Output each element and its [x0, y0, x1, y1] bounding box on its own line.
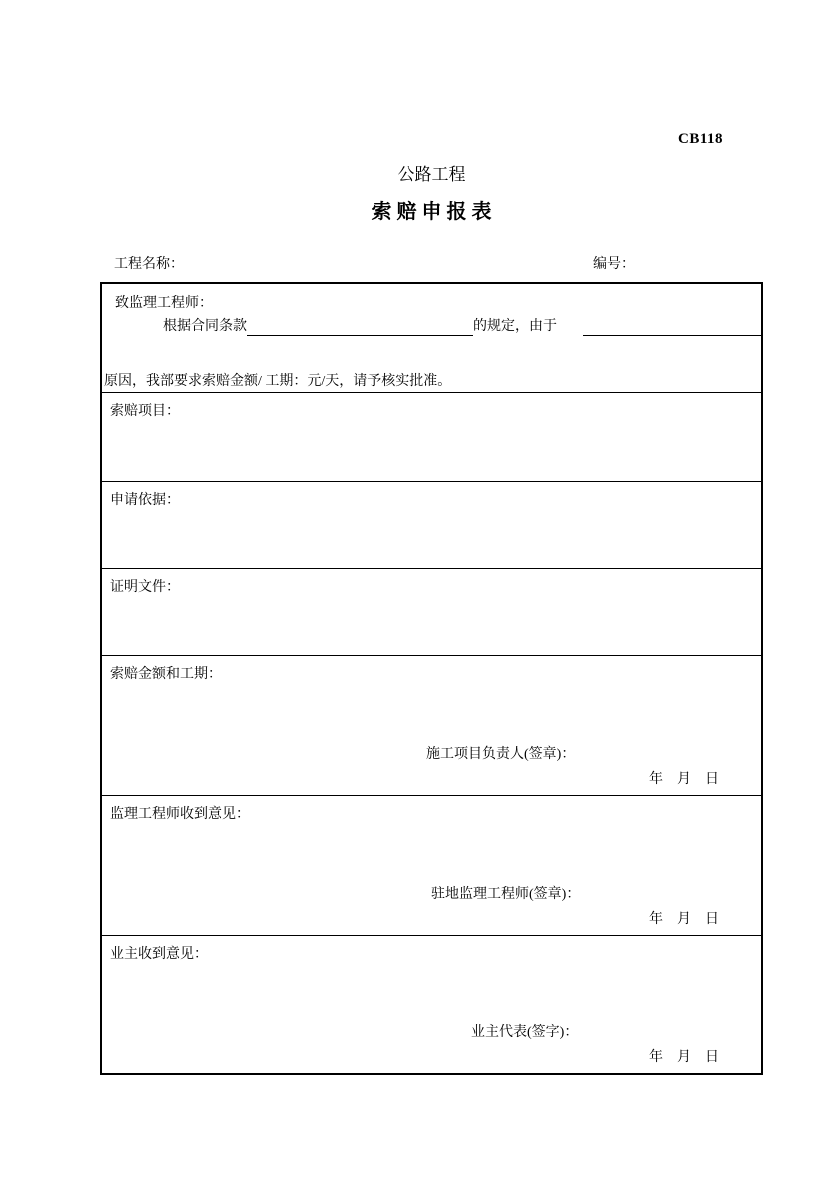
clause-line: [102, 316, 761, 336]
to-engineer-label: 致监理工程师：: [115, 296, 213, 311]
contractor-sign-label: 施工项目负责人(签章)：: [426, 747, 576, 762]
form-code: CB118: [677, 131, 723, 147]
meta-row: [100, 253, 763, 273]
to-engineer-row: [102, 284, 761, 392]
project-name-label: 工程名称：: [114, 257, 184, 272]
application-basis-label: 申请依据：: [110, 493, 180, 508]
owner-opinion-row: [102, 935, 761, 1073]
claim-items-row: [102, 392, 761, 481]
clause-suffix: 的规定，由于: [473, 319, 557, 334]
evidence-documents-row: [102, 568, 761, 655]
application-basis-row: [102, 481, 761, 568]
supervisor-date-label: 年 月 日: [649, 912, 719, 927]
owner-opinion-label: 业主收到意见：: [110, 947, 208, 962]
claim-form-table: [100, 282, 763, 1075]
supervisor-opinion-row: [102, 795, 761, 935]
claim-amount-label: 索赔金额和工期：: [110, 667, 222, 682]
reason-blank-line: [583, 316, 761, 336]
contractor-date-label: 年 月 日: [649, 772, 719, 787]
owner-date-label: 年 月 日: [649, 1050, 719, 1065]
evidence-documents-label: 证明文件：: [110, 580, 180, 595]
owner-sign-label: 业主代表(签字)：: [471, 1025, 579, 1040]
reason-line: 原因，我部要求索赔金额/ 工期：元/天，请予核实批准。: [104, 374, 452, 389]
clause-prefix: 根据合同条款: [163, 319, 247, 334]
document-title: 公路工程: [397, 165, 466, 184]
number-label: 编号：: [593, 257, 635, 272]
clause-blank-line: [247, 316, 473, 336]
claim-amount-row: [102, 655, 761, 795]
document-subtitle: 索 赔 申 报 表: [371, 201, 492, 223]
supervisor-opinion-label: 监理工程师收到意见：: [110, 807, 250, 822]
supervisor-sign-label: 驻地监理工程师(签章)：: [431, 887, 581, 902]
claim-items-label: 索赔项目：: [110, 404, 180, 419]
